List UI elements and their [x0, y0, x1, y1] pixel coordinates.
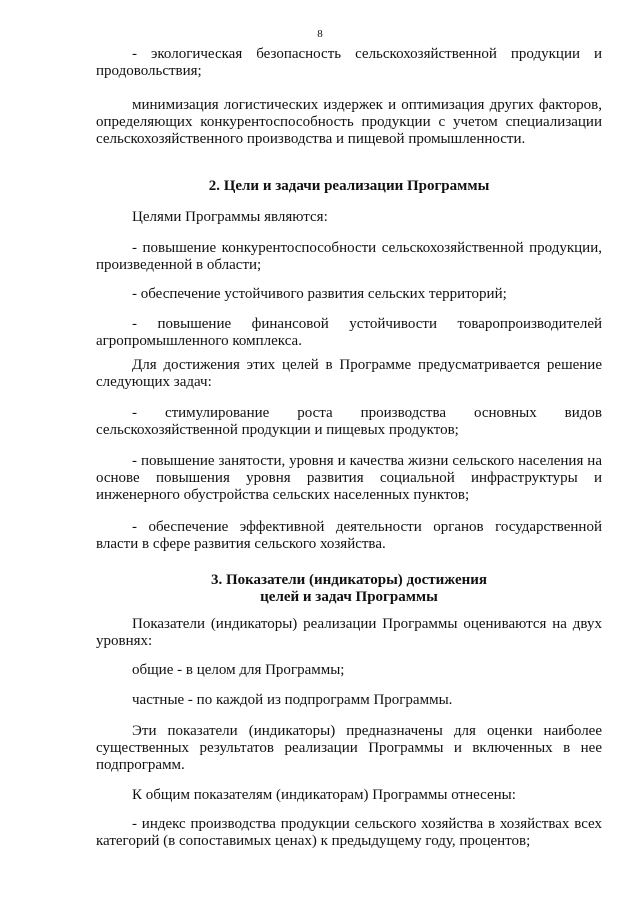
general-indicators-intro: К общим показателям (индикаторам) Программы отнесены: — [132, 787, 516, 803]
goals-intro: Целями Программы являются: — [132, 209, 328, 225]
section-heading-indicators — [96, 572, 602, 606]
paragraph-logistics: минимизация логистических издержек и оптимизация других факторов, определяющих конкурентоспособность продукции с учетом специализации сельскохозяйственного производства и пищевой промышленности. — [96, 97, 602, 147]
task-item: - повышение занятости, уровня и качества жизни сельского населения на основе повышения уровня развития социальной инфраструктуры и инженерного обустройства сельских населенных пунктов; — [96, 453, 602, 503]
page-number: 8 — [317, 28, 323, 40]
indicator-level: частные - по каждой из подпрограмм Программы. — [132, 692, 453, 708]
section-heading-line: 3. Показатели (индикаторы) достижения — [210, 572, 488, 588]
task-item: - стимулирование роста производства основных видов сельскохозяйственной продукции и пищевых продуктов; — [96, 405, 602, 438]
indicator-level: общие - в целом для Программы; — [132, 662, 345, 678]
general-indicator-item: - индекс производства продукции сельского хозяйства в хозяйствах всех категорий (в сопоставимых ценах) к предыдущему году, процентов; — [96, 816, 602, 849]
indicators-intro: Показатели (индикаторы) реализации Программы оцениваются на двух уровнях: — [96, 616, 602, 649]
section-heading-line: целей и задач Программы — [260, 589, 438, 605]
paragraph-ecological-safety: - экологическая безопасность сельскохозяйственной продукции и продовольствия; — [96, 46, 602, 79]
task-item: - обеспечение эффективной деятельности органов государственной власти в сфере развития сельского хозяйства. — [96, 519, 602, 552]
indicators-purpose: Эти показатели (индикаторы) предназначены для оценки наиболее существенных результатов реализации Программы и включенных в нее подпрограмм. — [96, 723, 602, 773]
goal-item: - обеспечение устойчивого развития сельских территорий; — [132, 286, 507, 302]
goal-item: - повышение конкурентоспособности сельскохозяйственной продукции, произведенной в области; — [96, 240, 602, 273]
goal-item: - повышение финансовой устойчивости товаропроизводителей агропромышленного комплекса. — [96, 316, 602, 349]
section-heading-goals: 2. Цели и задачи реализации Программы — [208, 178, 490, 194]
tasks-intro: Для достижения этих целей в Программе предусматривается решение следующих задач: — [96, 357, 602, 390]
